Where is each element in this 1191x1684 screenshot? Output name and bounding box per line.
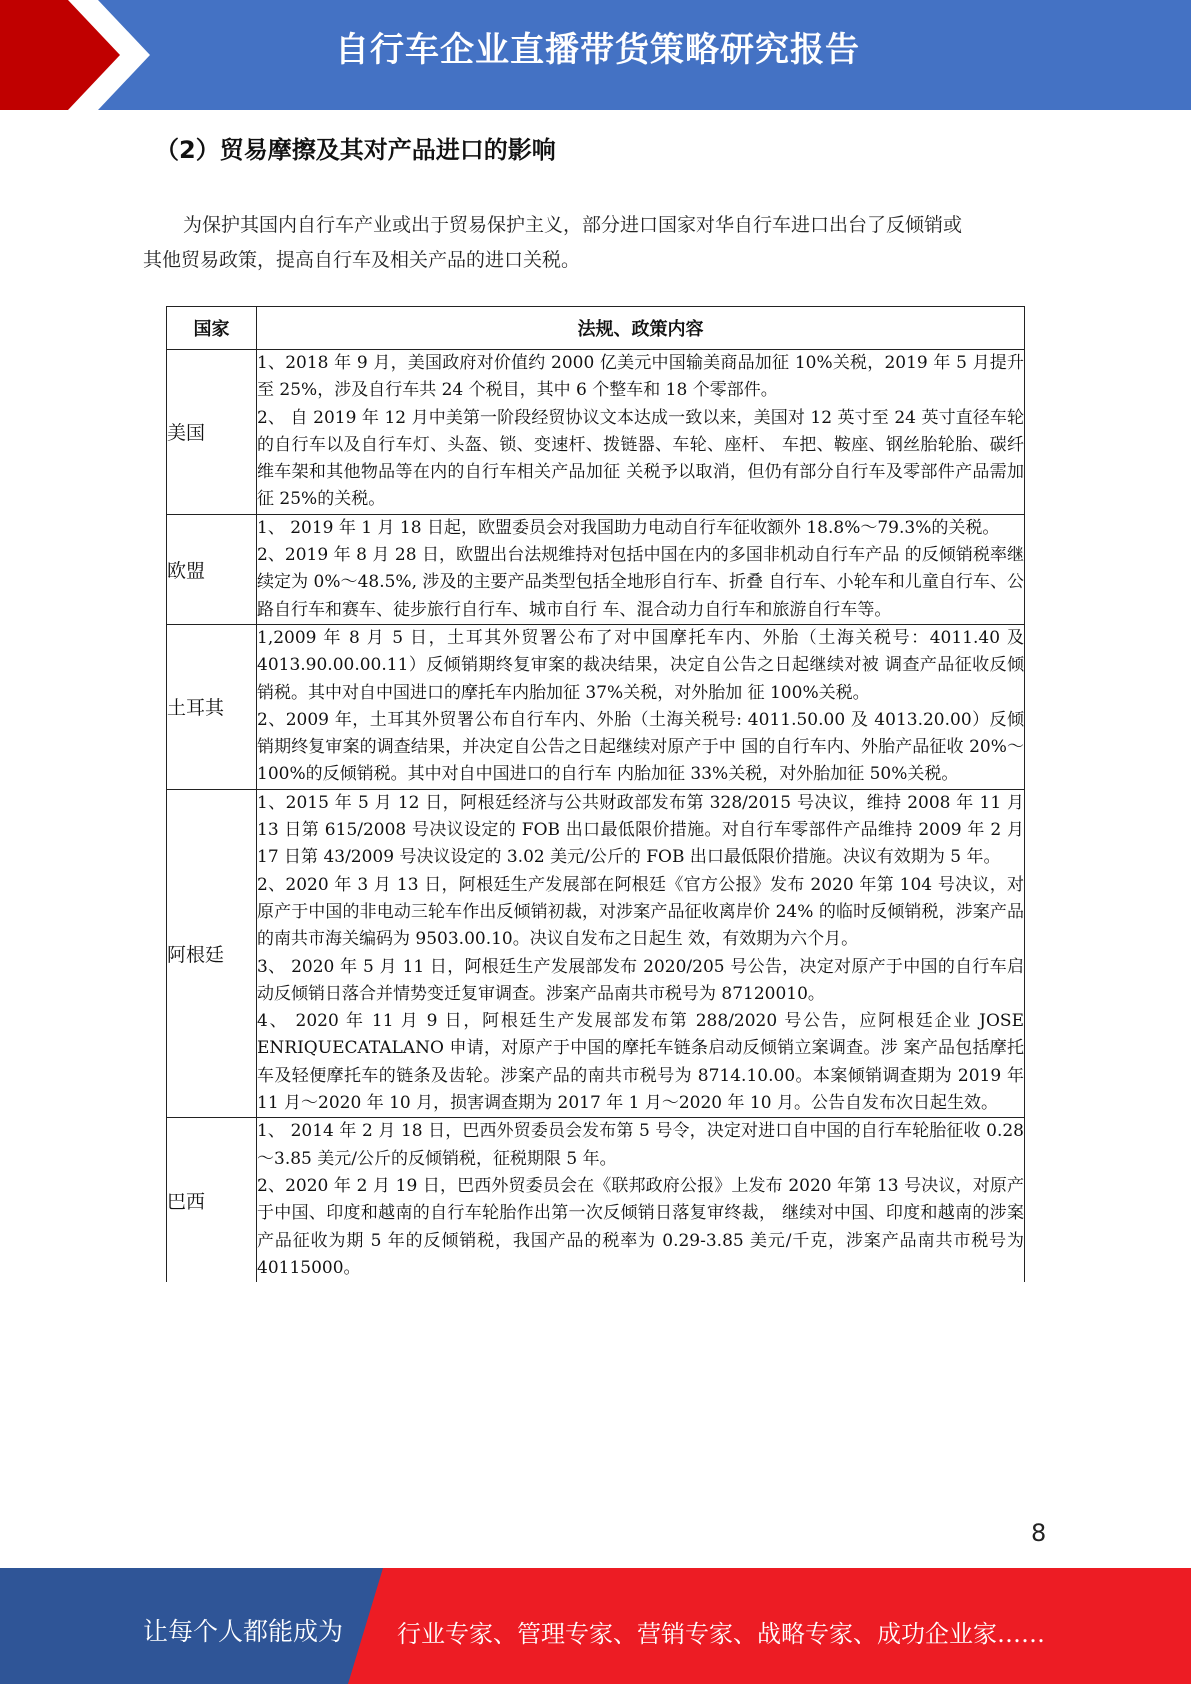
header-country: 国家 <box>167 307 257 350</box>
content-cell <box>257 1118 1025 1282</box>
country-cell: 阿根廷 <box>167 789 257 1118</box>
table-row <box>167 350 1025 515</box>
content-cell <box>257 350 1025 515</box>
policy-item: 2、2020 年 2 月 19 日，巴西外贸委员会在《联邦政府公报》上发布 2020 年第 13 号决议，对原产于中国、印度和越南的自行车轮胎作出第一次反倾销日落复审终裁， 继续对中国、印度和越南的涉案产品征收为期 5 年的反倾销税，我国产品的税率为 0.29-3.85 美元/千克，涉案产品南共市税号为 40115000。 <box>257 1175 1024 1278</box>
country-cell: 美国 <box>167 350 257 515</box>
content-cell <box>257 624 1025 789</box>
page-number: 8 <box>1031 1519 1047 1547</box>
footer-bar <box>0 1568 1191 1684</box>
footer-slogan-right: 行业专家、管理专家、营销专家、战略专家、成功企业家…… <box>397 1620 1045 1648</box>
policy-item: 1,2009 年 8 月 5 日，土耳其外贸署公布了对中国摩托车内、外胎（土海关税号：4011.40 及 4013.90.00.00.11）反倾销期终复审案的裁决结果，决定自公告之日起继续对被 调查产品征收反倾销税。其中对自中国进口的摩托车内胎加征 37%关税，对外胎加 征 100%关税。 <box>257 627 1024 703</box>
policy-item: 1、2018 年 9 月，美国政府对价值约 2000 亿美元中国输美商品加征 10%关税，2019 年 5 月提升至 25%，涉及自行车共 24 个税目，其中 6 个整车和 18 个零部件。 <box>257 353 1024 401</box>
intro-line-2: 其他贸易政策，提高自行车及相关产品的进口关税。 <box>143 249 581 271</box>
footer-slogan-left: 让每个人都能成为 <box>143 1617 344 1646</box>
table-row <box>167 1118 1025 1282</box>
policy-item: 1、 2019 年 1 月 18 日起，欧盟委员会对我国助力电动自行车征收额外 18.8%～79.3%的关税。 <box>257 517 1000 538</box>
table-row <box>167 514 1025 624</box>
country-cell: 土耳其 <box>167 624 257 789</box>
report-title: 自行车企业直播带货策略研究报告 <box>335 30 860 70</box>
intro-paragraph <box>143 208 1055 278</box>
policy-item: 4、 2020 年 11 月 9 日，阿根廷生产发展部发布第 288/2020 号公告，应阿根廷企业 JOSE ENRIQUECATALANO 申请，对原产于中国的摩托车链条启动反倾销立案调查。涉 案产品包括摩托车及轻便摩托车的链条及齿轮。涉案产品的南共市税号为 8714.10.00。本案倾销调查期为 2019 年 11 月～2020 年 10 月，损害调查期为 2017 年 1 月～2020 年 10 月。公告自发布次日起生效。 <box>257 1011 1024 1114</box>
header-content: 法规、政策内容 <box>257 307 1025 350</box>
section-heading: （2）贸易摩擦及其对产品进口的影响 <box>155 136 556 164</box>
intro-line-1: 为保护其国内自行车产业或出于贸易保护主义，部分进口国家对华自行车进口出台了反倾销或 <box>183 214 963 236</box>
policy-item: 2、2020 年 3 月 13 日，阿根廷生产发展部在阿根廷《官方公报》发布 2020 年第 104 号决议，对原产于中国的非电动三轮车作出反倾销初裁，对涉案产品征收离岸价 24% 的临时反倾销税，涉案产品的南共市海关编码为 9503.00.10。决议自发布之日起生 效，有效期为六个月。 <box>257 874 1024 950</box>
content-cell <box>257 514 1025 624</box>
table-header-row <box>167 307 1025 350</box>
policy-item: 2、2019 年 8 月 28 日，欧盟出台法规维持对包括中国在内的多国非机动自行车产品 的反倾销税率继续定为 0%～48.5%, 涉及的主要产品类型包括全地形自行车、折叠 自行车、小轮车和儿童自行车、公路自行车和赛车、徒步旅行自行车、城市自行 车、混合动力自行车和旅游自行车等。 <box>257 545 1024 620</box>
policy-item: 1、 2014 年 2 月 18 日，巴西外贸委员会发布第 5 号令，决定对进口自中国的自行车轮胎征收 0.28～3.85 美元/公斤的反倾销税，征税期限 5 年。 <box>257 1121 1024 1169</box>
policy-item: 2、 自 2019 年 12 月中美第一阶段经贸协议文本达成一致以来，美国对 12 英寸至 24 英寸直径车轮的自行车以及自行车灯、头盔、锁、变速杆、拨链器、车轮、座杆、 车把、鞍座、钢丝胎轮胎、碳纤维车架和其他物品等在内的自行车相关产品加征 关税予以取消，但仍有部分自行车及零部件产品需加征 25%的关税。 <box>257 407 1024 510</box>
header-bar <box>0 0 1191 110</box>
table-row <box>167 789 1025 1118</box>
policy-item: 3、 2020 年 5 月 11 日，阿根廷生产发展部发布 2020/205 号公告，决定对原产于中国的自行车启动反倾销日落合并情势变迁复审调查。涉案产品南共市税号为 87120010。 <box>257 956 1024 1004</box>
header-red-chevron <box>0 0 150 110</box>
content-cell <box>257 789 1025 1118</box>
policy-item: 2、2009 年，土耳其外贸署公布自行车内、外胎（土海关税号: 4011.50.00 及 4013.20.00）反倾销期终复审案的调查结果，并决定自公告之日起继续对原产于中 国的自行车内、外胎产品征收 20%～100%的反倾销税。其中对自中国进口的自行车 内胎加征 33%关税，对外胎加征 50%关税。 <box>257 709 1024 785</box>
table-row <box>167 624 1025 789</box>
policy-table <box>166 306 1025 1282</box>
policy-item: 1、2015 年 5 月 12 日，阿根廷经济与公共财政部发布第 328/2015 号决议，维持 2008 年 11 月 13 日第 615/2008 号决议设定的 FOB 出口最低限价措施。对自行车零部件产品维持 2009 年 2 月 17 日第 43/2009 号决议设定的 3.02 美元/公斤的 FOB 出口最低限价措施。决议有效期为 5 年。 <box>257 792 1024 868</box>
country-cell: 巴西 <box>167 1118 257 1282</box>
country-cell: 欧盟 <box>167 514 257 624</box>
